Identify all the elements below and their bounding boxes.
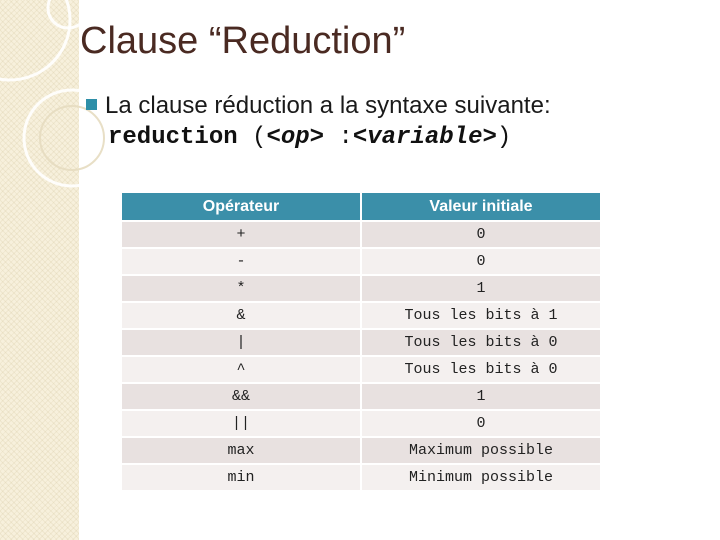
- table-row: [121, 302, 601, 329]
- operator-cell: |: [121, 329, 361, 356]
- operator-cell: ||: [121, 410, 361, 437]
- table-row: [121, 248, 601, 275]
- header-initial-value: Valeur initiale: [361, 192, 601, 221]
- initial-value-cell: Tous les bits à 1: [361, 302, 601, 329]
- initial-value-cell: 1: [361, 275, 601, 302]
- operator-cell: &&: [121, 383, 361, 410]
- initial-value-cell: Tous les bits à 0: [361, 356, 601, 383]
- operator-cell: max: [121, 437, 361, 464]
- decorative-side-band: [0, 0, 79, 540]
- operator-cell: +: [121, 221, 361, 248]
- table-row: [121, 383, 601, 410]
- syntax-op: <op>: [266, 124, 325, 151]
- initial-value-cell: Maximum possible: [361, 437, 601, 464]
- syntax-close: ): [496, 124, 512, 151]
- operator-cell: &: [121, 302, 361, 329]
- syntax-code: [108, 124, 511, 151]
- initial-value-cell: 1: [361, 383, 601, 410]
- syntax-sep: :: [324, 124, 353, 151]
- initial-value-cell: Tous les bits à 0: [361, 329, 601, 356]
- table-row: [121, 437, 601, 464]
- square-bullet-icon: [86, 99, 97, 110]
- reduction-operators-table: [120, 191, 602, 492]
- operator-cell: -: [121, 248, 361, 275]
- table-header-row: [121, 192, 601, 221]
- table-row: [121, 329, 601, 356]
- table-row: [121, 275, 601, 302]
- table-row: [121, 464, 601, 491]
- bullet-label: La clause réduction a la syntaxe suivante:: [105, 92, 551, 119]
- operator-cell: min: [121, 464, 361, 491]
- initial-value-cell: 0: [361, 410, 601, 437]
- table-row: [121, 221, 601, 248]
- syntax-open: (: [237, 124, 267, 151]
- operator-cell: ^: [121, 356, 361, 383]
- table-row: [121, 410, 601, 437]
- operator-cell: *: [121, 275, 361, 302]
- slide-title: Clause “Reduction”: [80, 20, 406, 62]
- bullet-text: [86, 92, 551, 120]
- initial-value-cell: 0: [361, 248, 601, 275]
- initial-value-cell: 0: [361, 221, 601, 248]
- syntax-variable: <variable>: [352, 124, 497, 151]
- header-operator: Opérateur: [121, 192, 361, 221]
- initial-value-cell: Minimum possible: [361, 464, 601, 491]
- table-row: [121, 356, 601, 383]
- syntax-keyword: reduction: [108, 124, 238, 151]
